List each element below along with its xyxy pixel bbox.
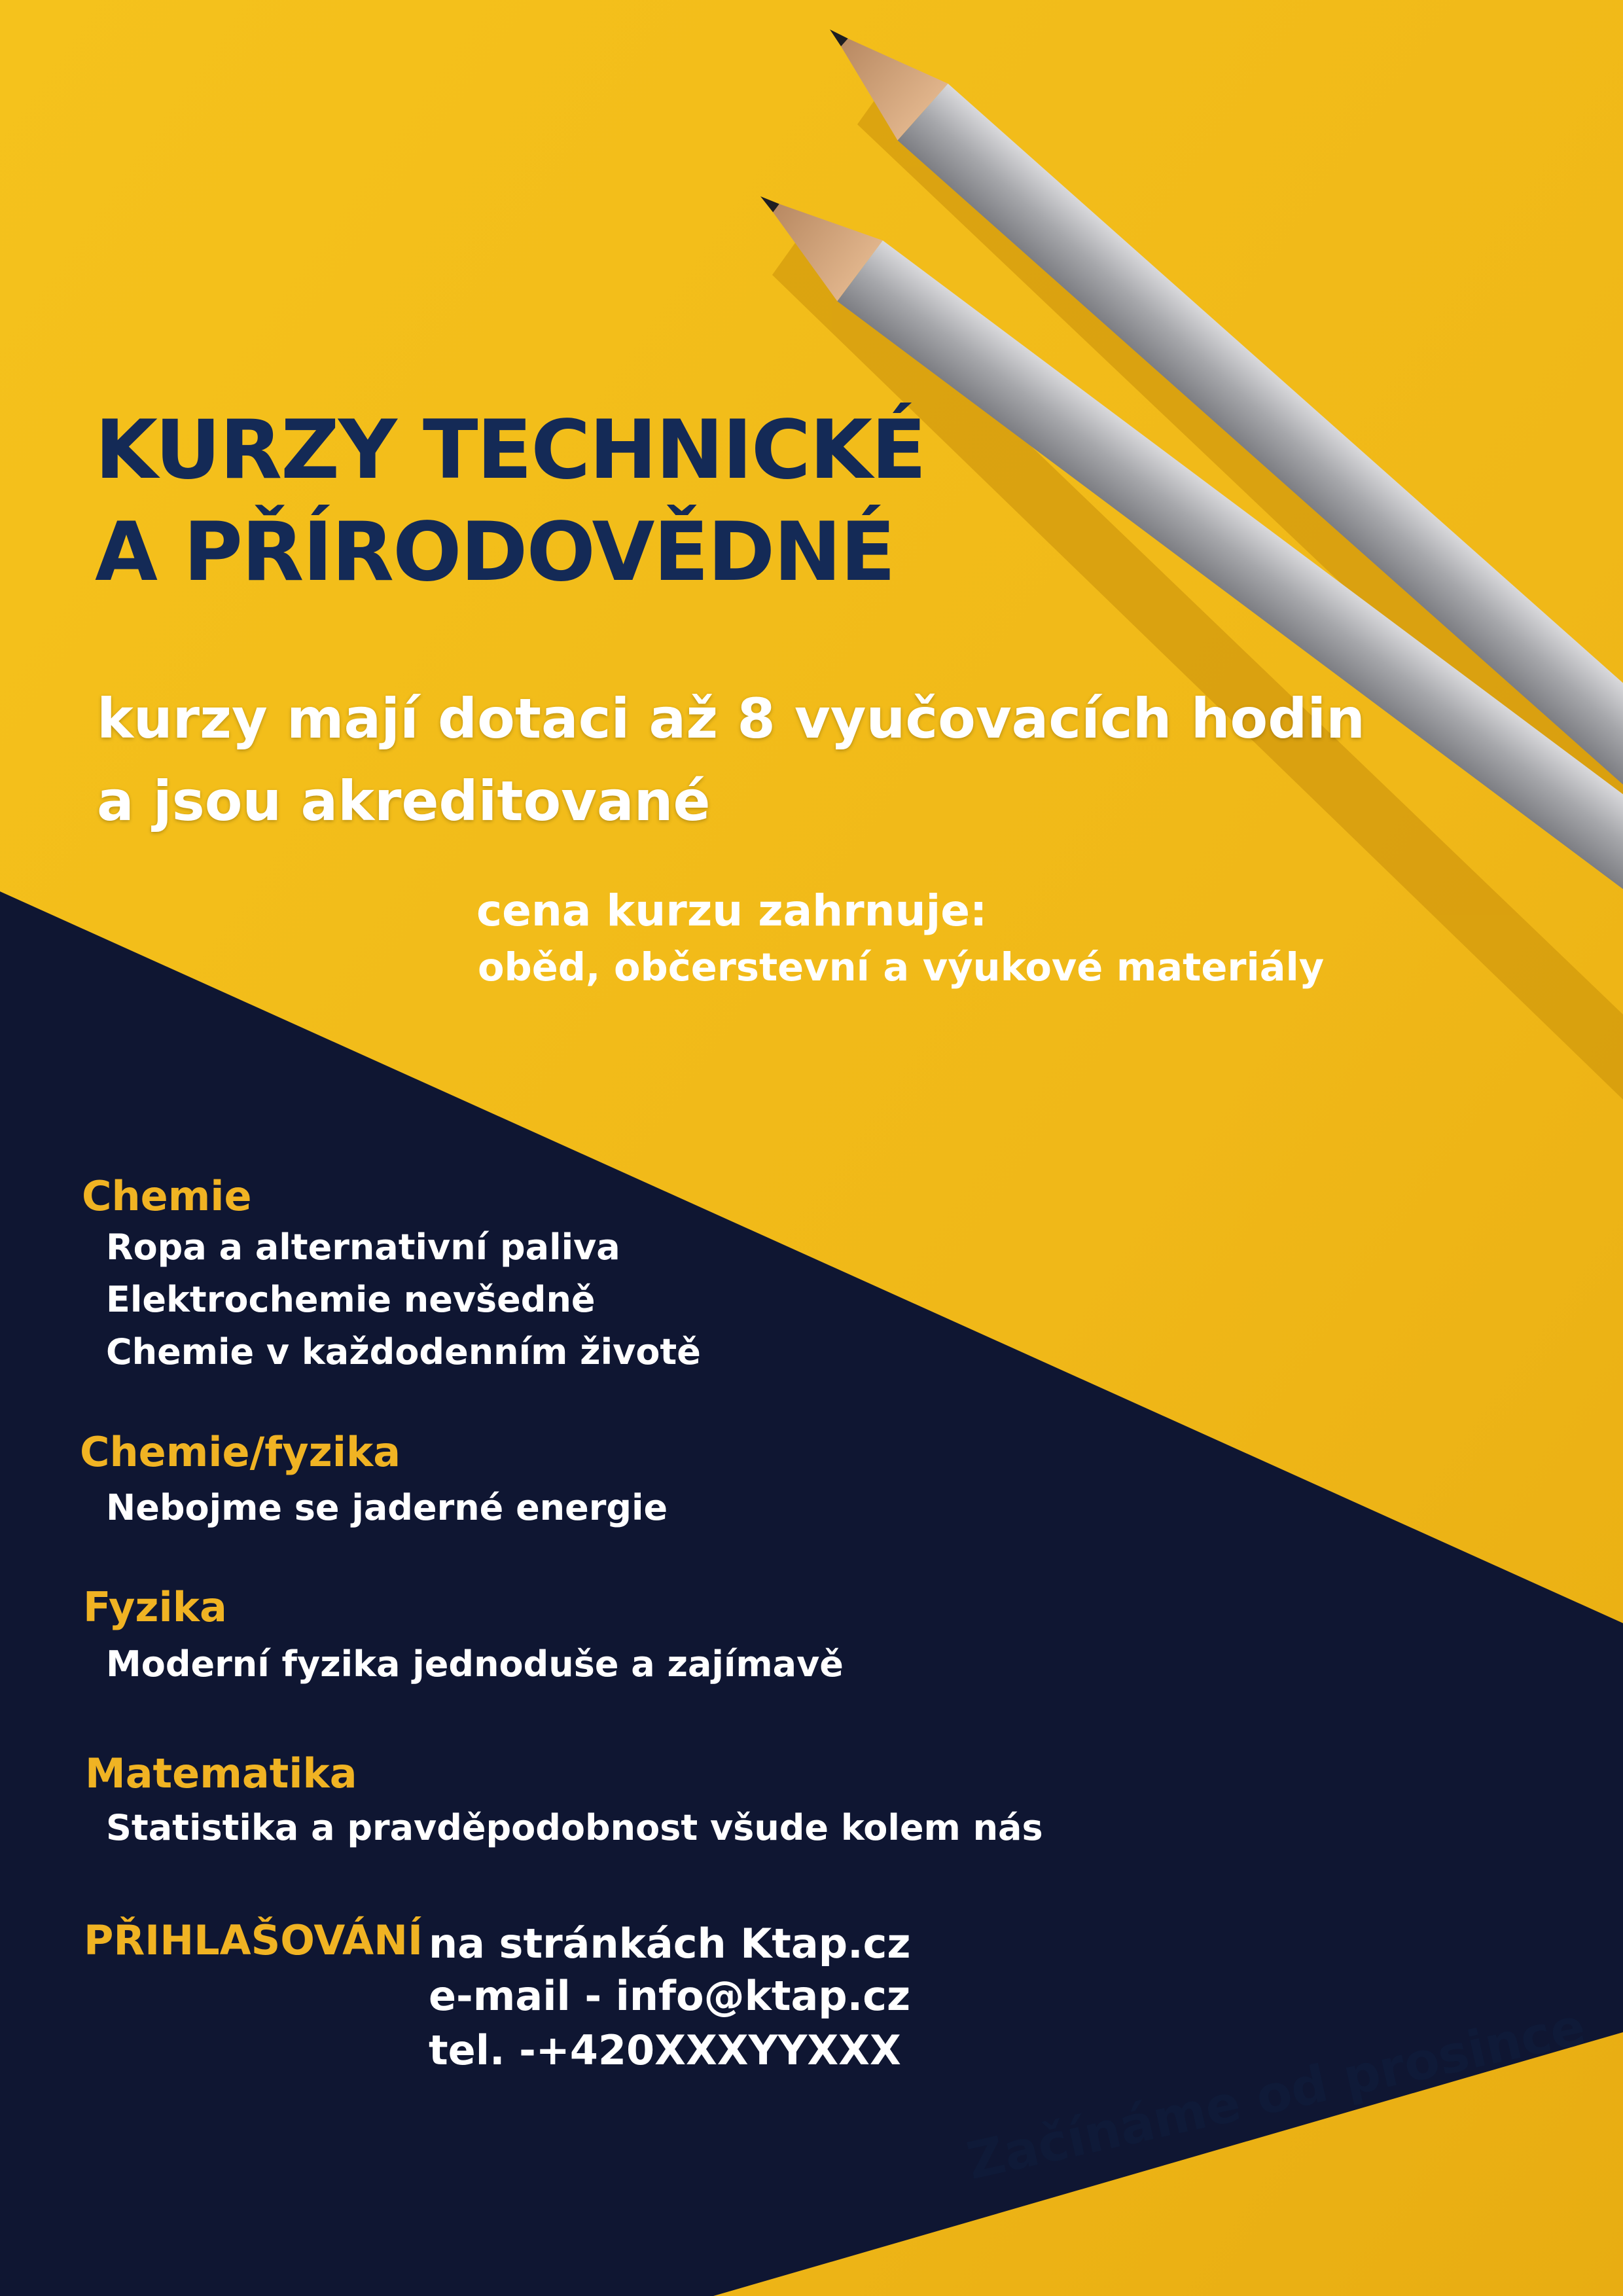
course-item: Statistika a pravděpodobnost všude kolem nás: [106, 1807, 1043, 1848]
price-heading: cena kurzu zahrnuje:: [476, 886, 988, 936]
category-heading-chemie-fyzika: Chemie/fyzika: [80, 1428, 401, 1476]
subtitle-line-1: kurzy mají dotaci až 8 vyučovacích hodin: [97, 687, 1365, 751]
title-line-1: KURZY TECHNICKÉ: [95, 403, 925, 497]
registration-web: na stránkách Ktap.cz: [429, 1920, 911, 1967]
course-item: Ropa a alternativní paliva: [106, 1227, 620, 1268]
course-item: Moderní fyzika jednoduše a zajímavě: [106, 1643, 844, 1685]
subtitle: [97, 677, 1365, 842]
subtitle-line-2: a jsou akreditované: [97, 769, 711, 833]
course-item: Elektrochemie nevšedně: [106, 1279, 596, 1320]
registration-phone: tel. -+420XXXYYXXX: [429, 2026, 901, 2074]
category-heading-fyzika: Fyzika: [83, 1583, 227, 1631]
registration-email: e-mail - info@ktap.cz: [429, 1972, 911, 2020]
footer-slogan: Začínáme od prosince: [961, 1997, 1591, 2192]
price-items: oběd, občerstevní a výukové materiály: [478, 944, 1325, 990]
registration-label: PŘIHLAŠOVÁNÍ: [84, 1916, 423, 1964]
course-item: Nebojme se jaderné energie: [106, 1487, 668, 1528]
title-line-2: A PŘÍRODOVĚDNÉ: [95, 505, 895, 600]
category-heading-chemie: Chemie: [82, 1172, 252, 1220]
course-item: Chemie v každodenním životě: [106, 1331, 701, 1372]
category-heading-matematika: Matematika: [85, 1749, 357, 1797]
page-title: [95, 399, 925, 603]
